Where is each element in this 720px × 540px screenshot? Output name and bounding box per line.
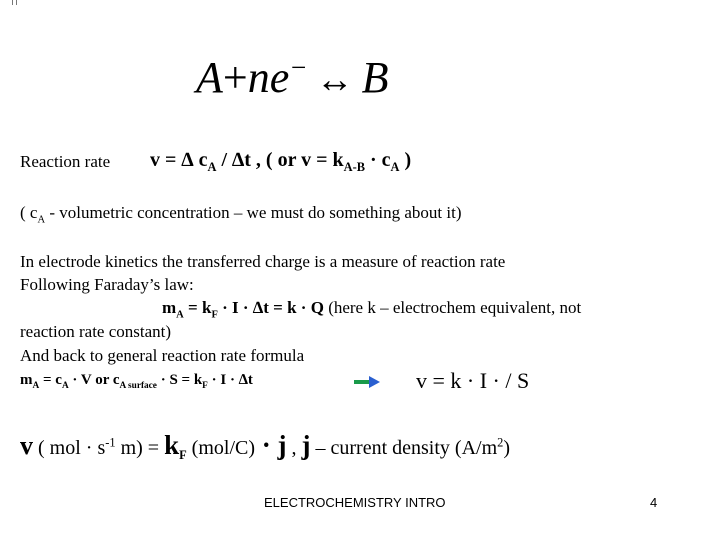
faraday-law-line: Following Faraday’s law: (20, 275, 194, 294)
reaction-rate-label: Reaction rate (20, 152, 111, 171)
continuation-line: reaction rate constant) (20, 322, 172, 341)
faraday-equation: $m_A = k_F \cdot I \cdot \Delta t = k \cdot Q$ (here k – electrochem equivalent, not (162, 298, 582, 321)
footer-title: ELECTROCHEMISTRY INTRO (264, 495, 446, 510)
rate-result: v = k · I · / S (416, 368, 530, 393)
right-arrow-icon (354, 376, 380, 388)
rate-formula: v = ∆ $c_A / \Delta t$ , ( or $v = k_{A-B} \cdot c_A$ ) (150, 149, 412, 174)
kinetics-line: In electrode kinetics the transferred charge is a measure of reaction rate (20, 252, 506, 271)
equilibrium-arrow-icon: ↔ (315, 59, 354, 101)
current-density-equation: v ( mol · $s^{-1}$ $m) = k_F$ (mol/C) · j , j – current density $(A/m^2)$ (20, 430, 511, 462)
reaction-equation: A+ne− ↔ B (196, 52, 389, 102)
corner-mark (12, 0, 17, 5)
general-formula-line: And back to general reaction rate formula (20, 346, 305, 365)
general-equation: $m_A = c_A \cdot V$ or $c_{A surface} \cdot S = k_F \cdot I \cdot \Delta t$ (20, 372, 253, 391)
page-number: 4 (650, 495, 658, 510)
concentration-note: ( $c_A$ - volumetric concentration – we must do something about it) (20, 203, 462, 226)
